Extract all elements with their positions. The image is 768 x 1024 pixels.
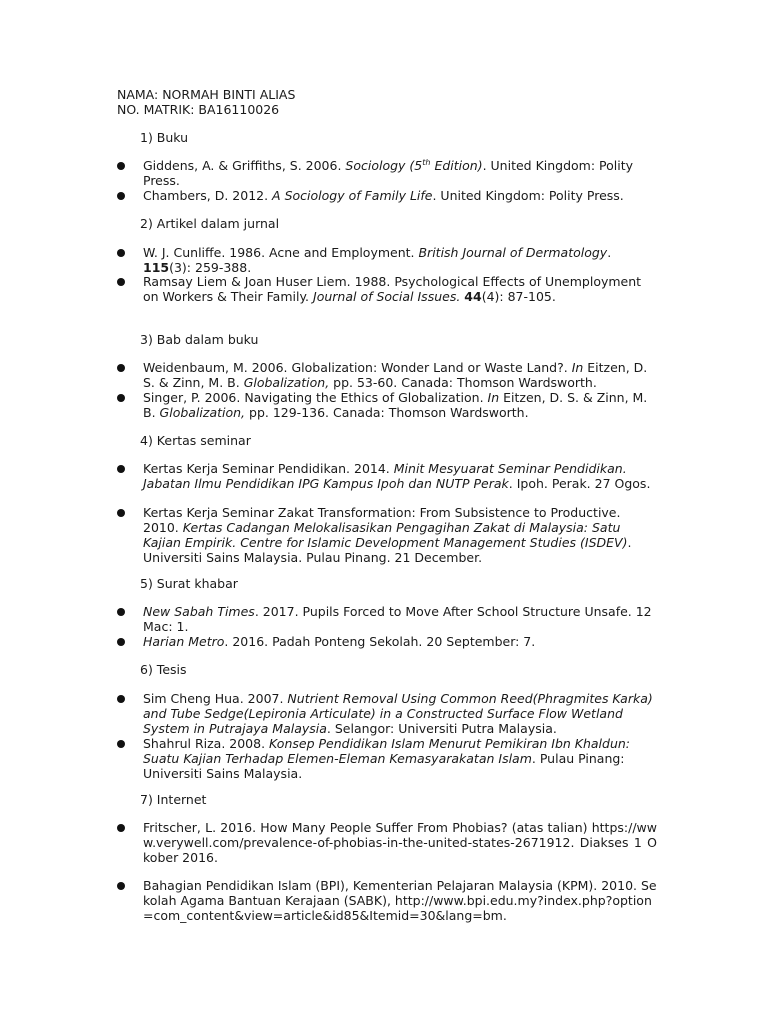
reference-entry — [117, 274, 657, 304]
reference-entry — [117, 390, 657, 420]
bullet-icon — [117, 509, 125, 517]
bullet-icon — [117, 608, 125, 616]
bullet-icon — [117, 162, 125, 170]
bullet-icon — [117, 824, 125, 832]
section-heading-internet: 7) Internet — [140, 792, 207, 807]
reference-entry — [117, 158, 657, 188]
reference-text: Sim Cheng Hua. 2007. Nutrient Removal Using Common Reed(Phragmites Karka) and Tube Sedge(Lepironia Articulate) in a Constructed Surface Flow Wetland System in Putrajaya Malaysia. Selangor: Universiti Putra Malaysia. — [143, 691, 653, 736]
bullet-icon — [117, 249, 125, 257]
section-heading-kertas: 4) Kertas seminar — [140, 433, 251, 448]
bullet-icon — [117, 465, 125, 473]
reference-text: Bahagian Pendidikan Islam (BPI), Kementerian Pelajaran Malaysia (KPM). 2010. Sekolah Agama Bantuan Kerajaan (SABK), http://www.bpi.edu.my?index.php?option=com_content&view=article&id85&Itemid=30&lang=bm. — [143, 878, 657, 923]
bullet-icon — [117, 278, 125, 286]
section-heading-tesis: 6) Tesis — [140, 662, 187, 677]
reference-text: Giddens, A. & Griffiths, S. 2006. Sociology (5th Edition). United Kingdom: Polity Press. — [143, 157, 634, 188]
reference-text: New Sabah Times. 2017. Pupils Forced to Move After School Structure Unsafe. 12 Mac: 1. — [143, 604, 652, 634]
reference-text: W. J. Cunliffe. 1986. Acne and Employment. British Journal of Dermatology. 115(3): 259-388. — [143, 245, 612, 275]
section-heading-bab: 3) Bab dalam buku — [140, 332, 259, 347]
section-heading-artikel: 2) Artikel dalam jurnal — [140, 216, 280, 231]
reference-entry — [117, 820, 657, 865]
bullet-icon — [117, 695, 125, 703]
reference-text: Chambers, D. 2012. A Sociology of Family Life. United Kingdom: Polity Press. — [143, 188, 624, 203]
section-heading-surat: 5) Surat khabar — [140, 576, 238, 591]
reference-entry — [117, 878, 657, 923]
reference-entry — [117, 736, 657, 781]
reference-entry — [117, 360, 657, 390]
reference-text: Singer, P. 2006. Navigating the Ethics of Globalization. In Eitzen, D. S. & Zinn, M. B. Globalization, pp. 129-136. Canada: Thomson Wardsworth. — [143, 390, 648, 420]
reference-entry — [117, 505, 657, 565]
reference-text: Fritscher, L. 2016. How Many People Suffer From Phobias? (atas talian) https://www.verywell.com/prevalence-of-phobias-in-the-united-states-2671912. Diakses 1 Okober 2016. — [143, 820, 657, 865]
reference-entry — [117, 691, 657, 736]
reference-entry — [117, 245, 657, 275]
reference-entry — [117, 634, 657, 649]
student-matrik: NO. MATRIK: BA16110026 — [117, 102, 280, 117]
bullet-icon — [117, 192, 125, 200]
reference-text: Weidenbaum, M. 2006. Globalization: Wonder Land or Waste Land?. In Eitzen, D. S. & Zinn, M. B. Globalization, pp. 53-60. Canada: Thomson Wardsworth. — [143, 360, 648, 390]
section-heading-buku: 1) Buku — [140, 130, 189, 145]
reference-text: Harian Metro. 2016. Padah Ponteng Sekolah. 20 September: 7. — [143, 634, 536, 649]
reference-text: Kertas Kerja Seminar Zakat Transformation: From Subsistence to Productive. 2010. Kertas Cadangan Melokalisasikan Pengagihan Zakat di Malaysia: Satu Kajian Empirik. Centre for Islamic Development Management Studies (ISDEV). Universiti Sains Malaysia. Pulau Pinang. 21 December. — [143, 505, 632, 565]
reference-entry — [117, 461, 657, 491]
reference-entry — [117, 188, 657, 203]
reference-text: Kertas Kerja Seminar Pendidikan. 2014. Minit Mesyuarat Seminar Pendidikan. Jabatan Ilmu Pendidikan IPG Kampus Ipoh dan NUTP Perak. Ipoh. Perak. 27 Ogos. — [143, 461, 651, 491]
bullet-icon — [117, 882, 125, 890]
reference-entry — [117, 604, 657, 634]
bullet-icon — [117, 364, 125, 372]
bullet-icon — [117, 638, 125, 646]
student-name: NAMA: NORMAH BINTI ALIAS — [117, 87, 296, 102]
reference-text: Ramsay Liem & Joan Huser Liem. 1988. Psychological Effects of Unemployment on Workers & Their Family. Journal of Social Issues. 44(4): 87-105. — [143, 274, 642, 304]
bullet-icon — [117, 740, 125, 748]
reference-text: Shahrul Riza. 2008. Konsep Pendidikan Islam Menurut Pemikiran Ibn Khaldun: Suatu Kajian Terhadap Elemen-Eleman Kemasyarakatan Islam. Pulau Pinang: Universiti Sains Malaysia. — [143, 736, 631, 781]
bullet-icon — [117, 394, 125, 402]
